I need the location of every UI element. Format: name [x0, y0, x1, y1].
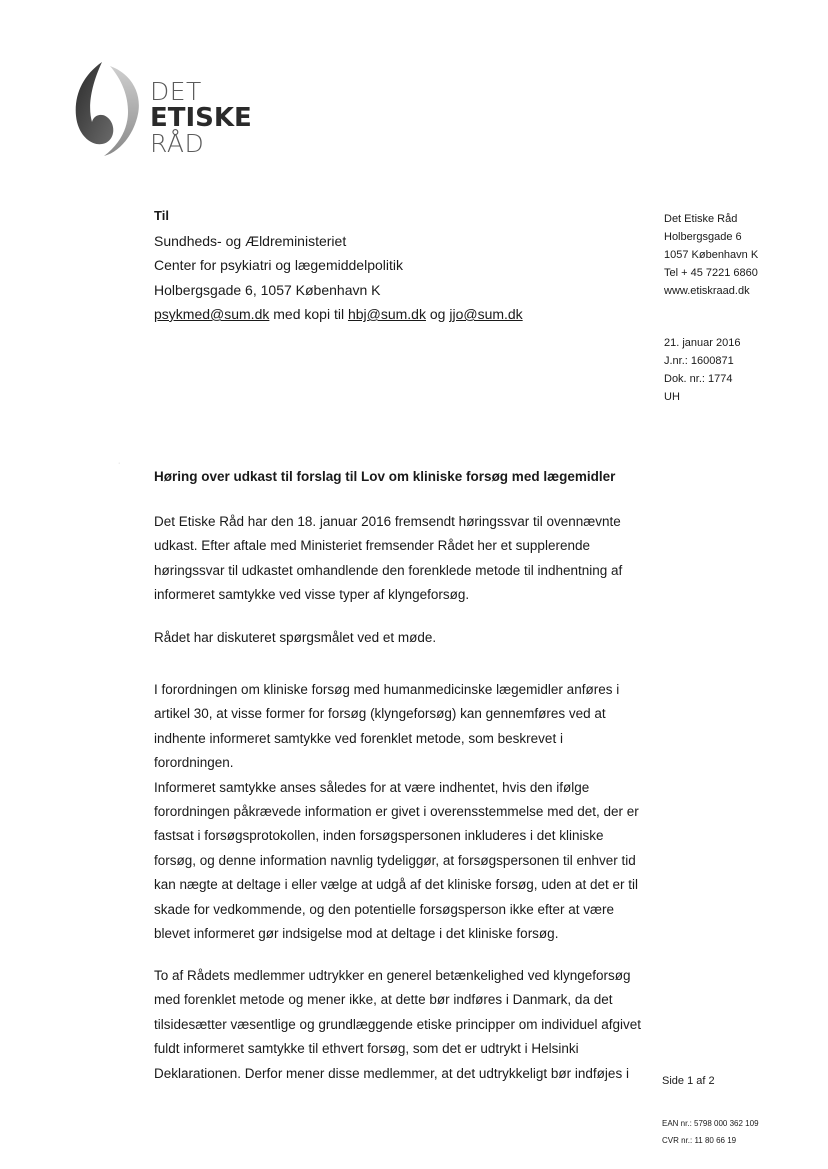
paragraph-1 [154, 510, 644, 608]
logo-line-1: DET [150, 77, 202, 106]
etiske-raad-swirl-icon [72, 58, 144, 158]
paragraph-2 [154, 626, 644, 650]
email-mid-text: med kopi til [269, 306, 348, 322]
sender-street: Holbergsgade 6 [664, 231, 742, 243]
paragraph-2-text: Rådet har diskuteret spørgsmålet ved et møde. [154, 630, 437, 645]
recipient-emails [154, 302, 523, 327]
email-link-main[interactable]: psykmed@sum.dk [154, 306, 270, 322]
letter-subject: Høring over udkast til forslag til Lov om kliniske forsøg med lægemidler [154, 469, 616, 484]
recipient-center: Center for psykiatri og lægemiddelpolitik [154, 257, 403, 273]
cvr-number: CVR nr.: 11 80 66 19 [662, 1136, 737, 1145]
paragraph-4-text: To af Rådets medlemmer udtrykker en generel betænkelighed ved klyngeforsøg med forenklet metode og mener ikke, at dette bør indføres i Danmark, da det tilsidesætter væsentlige og grundlæggende etiske principper om individuel afgivet fuldt informeret samtykke til ethvert forsøg, som det er udtrykt i Helsinki Deklarationen. Derfor mener disse medlemmer, at det udtrykkeligt bør indføjes i [154, 968, 642, 1081]
meta-document-number: Dok. nr.: 1774 [664, 373, 733, 385]
sender-city: 1057 København K [664, 249, 759, 261]
paragraph-4 [154, 964, 644, 1086]
paragraph-3a-text: I forordningen om kliniske forsøg med humanmedicinske lægemidler anføres i artikel 30, at visse former for forsøg (klyngeforsøg) kan gennemføres ved at indhente informeret samtykke ved forenklet metode, som beskrevet i forordningen. [154, 682, 620, 771]
logo-line-3: RÅD [150, 129, 205, 158]
sender-name: Det Etiske Råd [664, 213, 738, 225]
registration-numbers [662, 1115, 759, 1149]
ean-number: EAN nr.: 5798 000 362 109 [662, 1119, 759, 1128]
logo-line-2: ETISKE [150, 103, 252, 133]
scan-speck: · [118, 460, 121, 467]
recipient-block [154, 204, 523, 327]
document-meta [664, 334, 740, 406]
email-link-cc1[interactable]: hbj@sum.dk [347, 306, 426, 322]
sender-web: www.etiskraad.dk [664, 285, 750, 297]
meta-journal-number: J.nr.: 1600871 [664, 355, 734, 367]
logo-wordmark [150, 79, 252, 157]
recipient-address: Holbergsgade 6, 1057 København K [154, 281, 381, 298]
paragraph-3b-text: Informeret samtykke anses således for at være indhentet, hvis den ifølge forordningen påkrævede information er givet i overensstemmelse med det, der er fastsat i forsøgsprotokollen, inden forsøgspersonen inkluderes i det kliniske forsøg, og denne information navnlig tydeliggør, at forsøgspersonen til enhver tid kan nægte at deltage i eller vælge at udgå af det kliniske forsøg, uden at det er til skade for vedkommende, og den potentielle forsøgsperson ikke efter at være blevet informeret gør indsigelse mod at deltage i det kliniske forsøg. [154, 779, 639, 942]
paragraph-3 [154, 678, 644, 946]
sender-phone: Tel + 45 7221 6860 [664, 267, 758, 279]
recipient-label: Til [154, 208, 169, 223]
email-and-text: og [425, 306, 450, 322]
page-number: Side 1 af 2 [662, 1075, 715, 1087]
paragraph-1-text: Det Etiske Råd har den 18. januar 2016 fremsendt høringssvar til ovennævnte udkast. Efter aftale med Ministeriet fremsender Rådet her et supplerende høringssvar til udkastet omhandlende den forenklede metode til indhentning af informeret samtykke ved visse typer af klyngeforsøg. [154, 514, 623, 603]
recipient-ministry: Sundheds- og Ældreministeriet [154, 232, 347, 249]
meta-date: 21. januar 2016 [664, 337, 741, 349]
sender-block [664, 210, 758, 300]
email-link-cc2[interactable]: jjo@sum.dk [449, 306, 523, 322]
meta-initials: UH [664, 391, 680, 403]
